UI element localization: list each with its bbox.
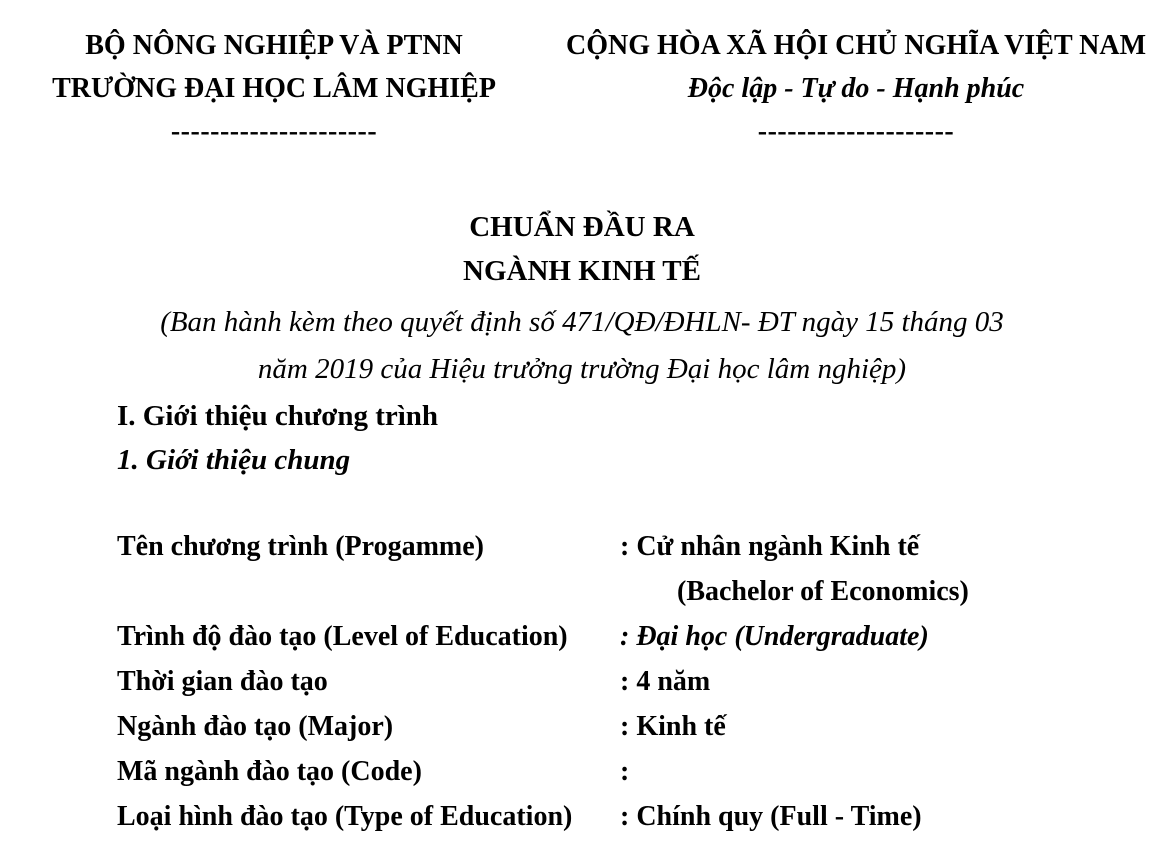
field-row-major-code bbox=[117, 749, 1164, 794]
section-heading-intro-program: I. Giới thiệu chương trình bbox=[117, 400, 439, 432]
field-label: Thời gian đào tạo bbox=[117, 666, 328, 697]
field-value: : Chính quy (Full - Time) bbox=[620, 801, 922, 832]
ministry-name: BỘ NÔNG NGHIỆP VÀ PTNN bbox=[85, 30, 463, 61]
issuing-agency-block bbox=[0, 24, 548, 153]
right-divider: -------------------- bbox=[757, 116, 955, 147]
decree-note bbox=[0, 299, 1164, 393]
field-row-education-level bbox=[117, 614, 1164, 659]
field-row-major bbox=[117, 704, 1164, 749]
section-headings bbox=[0, 394, 1164, 482]
field-row-programme-name bbox=[117, 524, 1164, 569]
field-value-continuation: (Bachelor of Economics) bbox=[677, 576, 969, 607]
decree-note-line-2: năm 2019 của Hiệu trưởng trường Đại học lâm nghiệp) bbox=[257, 353, 907, 385]
title-line-1: CHUẨN ĐẦU RA bbox=[469, 211, 695, 243]
programme-info-list bbox=[0, 524, 1164, 839]
republic-name: CỘNG HÒA XÃ HỘI CHỦ NGHĨA VIỆT NAM bbox=[565, 30, 1147, 61]
title-line-2: NGÀNH KINH TẾ bbox=[463, 255, 701, 287]
republic-block bbox=[548, 24, 1164, 153]
field-row-education-type bbox=[117, 794, 1164, 839]
field-label: Mã ngành đào tạo (Code) bbox=[117, 756, 422, 787]
field-label: Loại hình đào tạo (Type of Education) bbox=[117, 801, 573, 832]
national-motto: Độc lập - Tự do - Hạnh phúc bbox=[687, 73, 1025, 104]
left-divider: --------------------- bbox=[170, 116, 378, 147]
field-label: Ngành đào tạo (Major) bbox=[117, 711, 394, 742]
field-value: : Đại học (Undergraduate) bbox=[620, 621, 929, 652]
field-value: : Cử nhân ngành Kinh tế bbox=[620, 531, 920, 562]
field-label: Trình độ đào tạo (Level of Education) bbox=[117, 621, 568, 652]
university-name: TRƯỜNG ĐẠI HỌC LÂM NGHIỆP bbox=[52, 73, 496, 104]
decree-note-line-1: (Ban hành kèm theo quyết định số 471/QĐ/ĐHLN- ĐT ngày 15 tháng 03 bbox=[160, 306, 1004, 338]
document-title bbox=[0, 205, 1164, 293]
field-value: : 4 năm bbox=[620, 666, 711, 697]
field-value: : Kinh tế bbox=[620, 711, 726, 742]
national-header bbox=[0, 0, 1164, 153]
field-row-training-duration bbox=[117, 659, 1164, 704]
field-label: Tên chương trình (Progamme) bbox=[117, 531, 484, 562]
section-heading-general-intro: 1. Giới thiệu chung bbox=[117, 444, 351, 476]
field-value: : bbox=[620, 756, 630, 787]
